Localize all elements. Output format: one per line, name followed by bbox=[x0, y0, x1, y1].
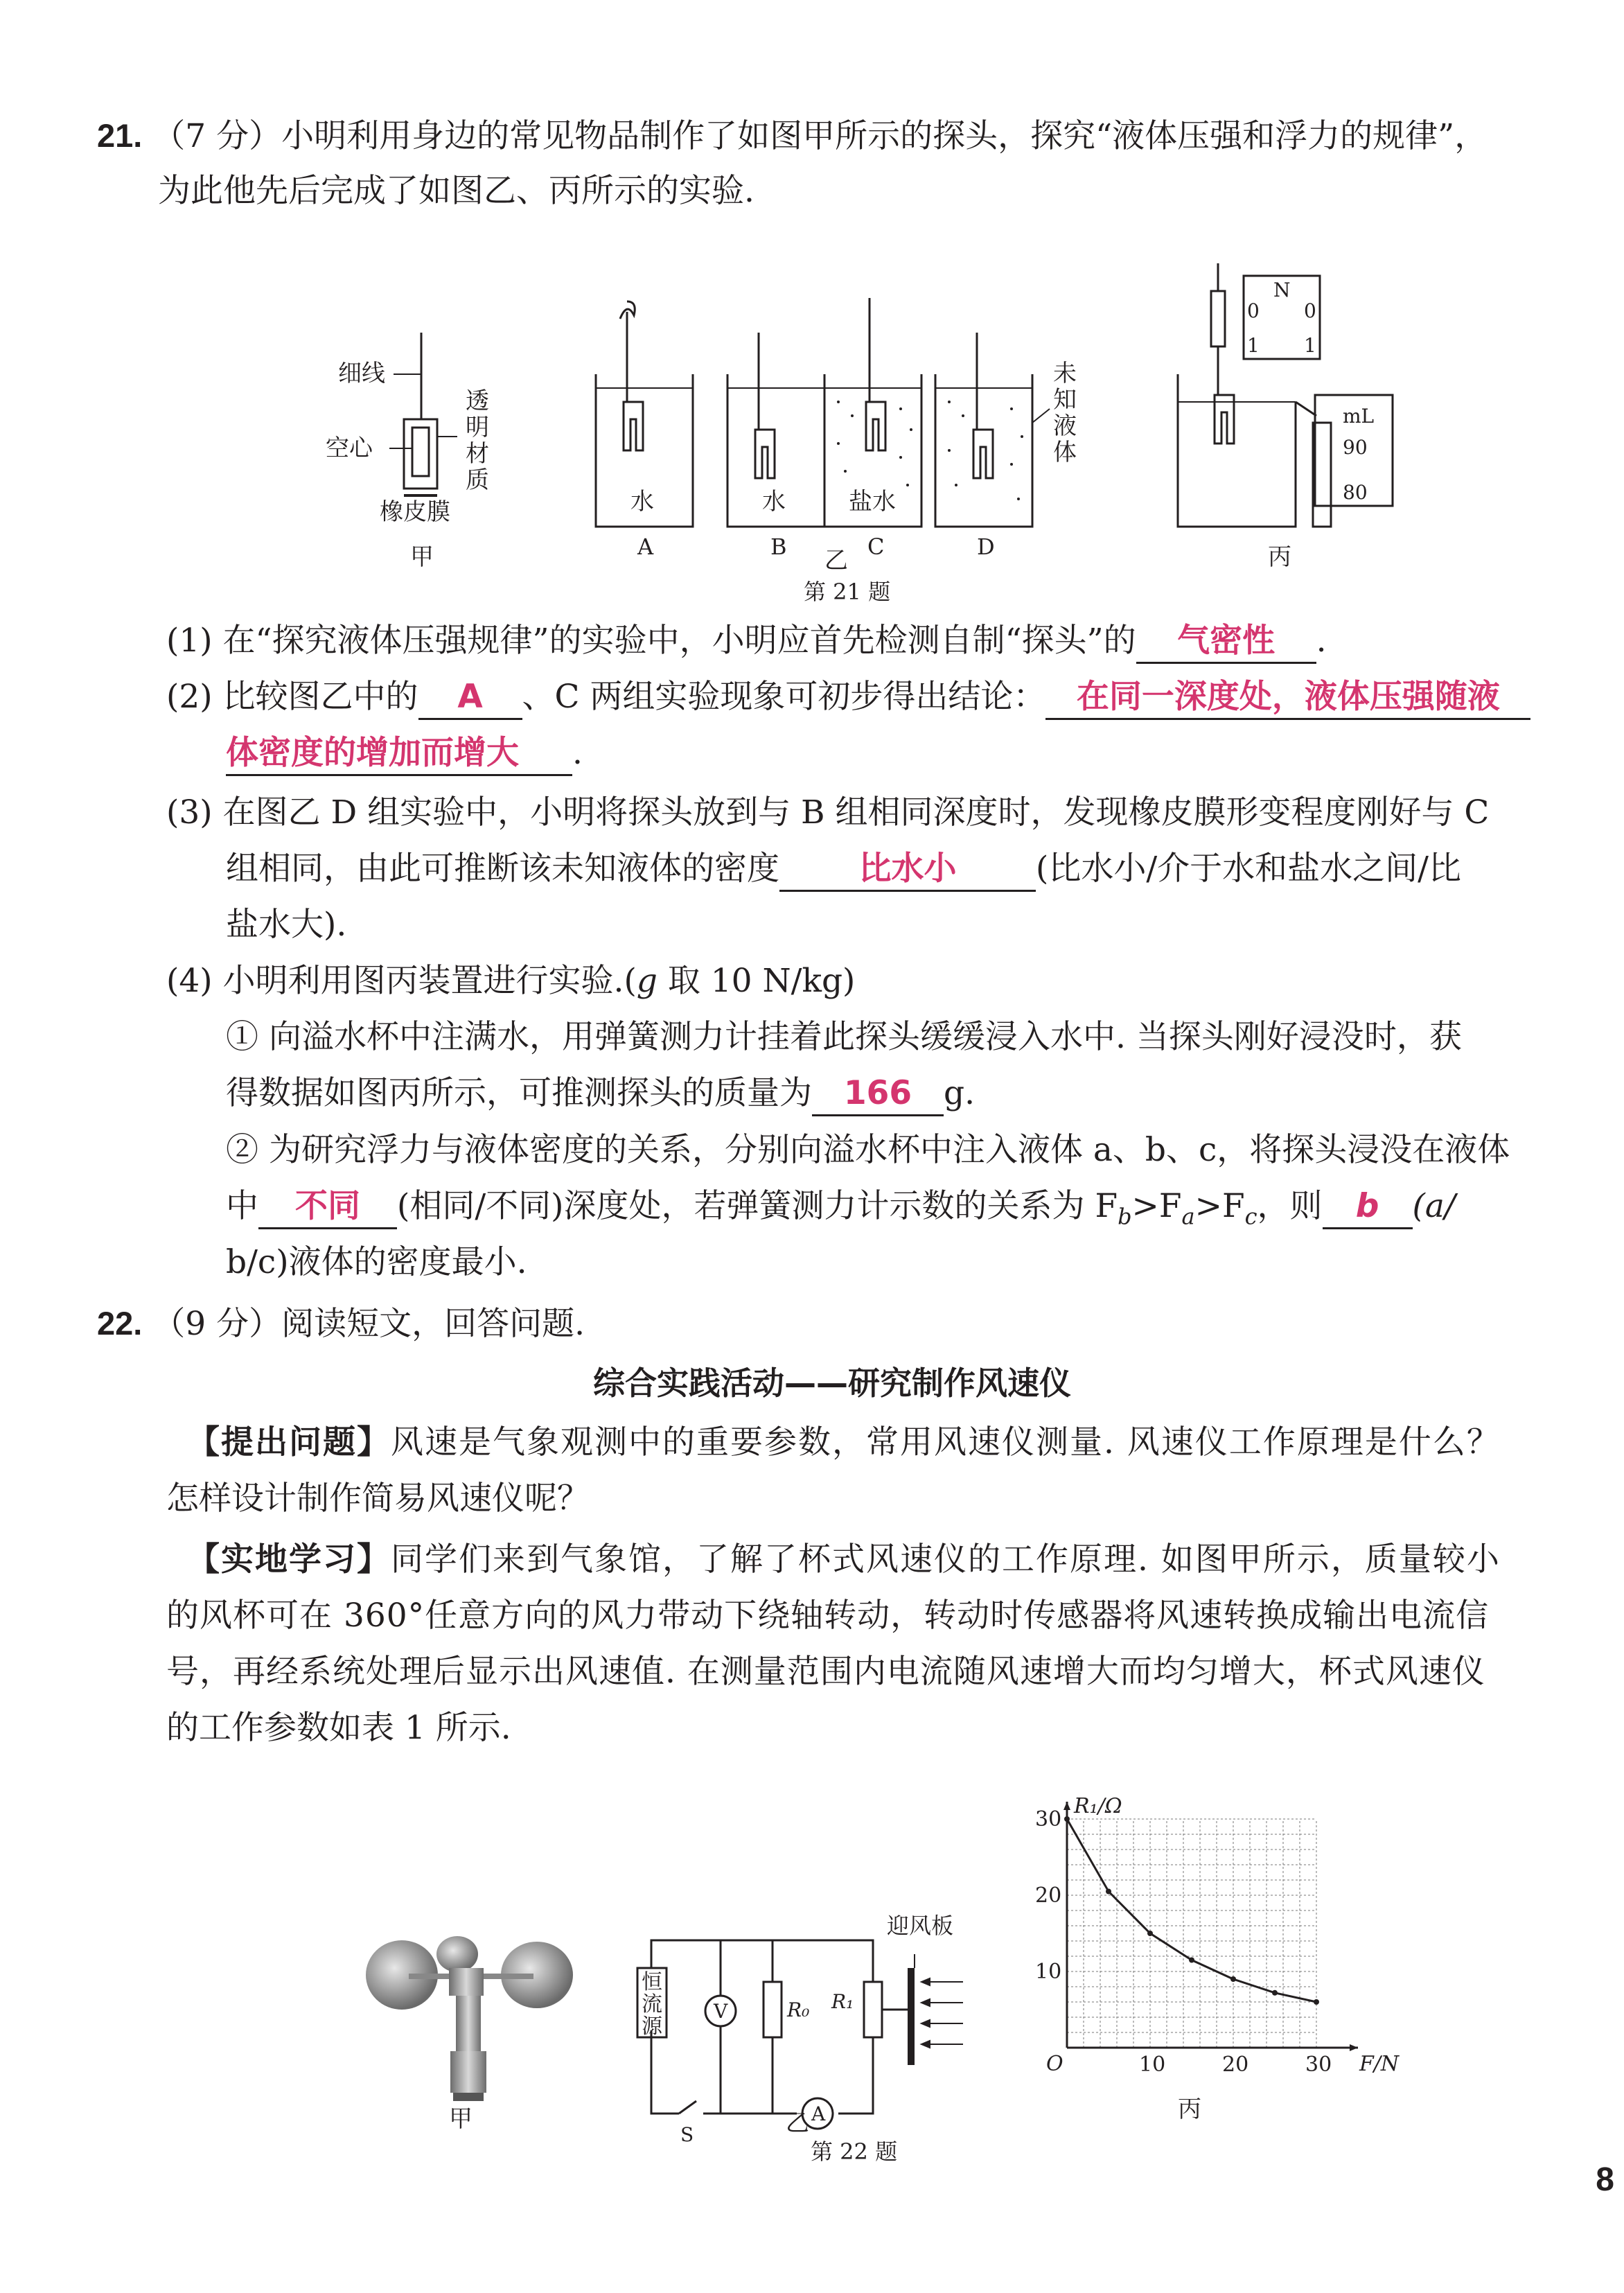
answer-mass: 166 bbox=[812, 1073, 944, 1116]
q21-part3-line3: 盐水大). bbox=[226, 906, 347, 944]
q21-part4-s2-line1: ② 为研究浮力与液体密度的关系，分别向溢水杯中注入液体 a、b、c，将探头浸没在液体 bbox=[226, 1131, 1510, 1169]
q22-para2-line2: 的风杯可在 360°任意方向的风力带动下绕轴转动，转动时传感器将风速转换成输出电流信 bbox=[166, 1597, 1490, 1635]
figure-21-jia bbox=[389, 333, 457, 495]
switch-label: S bbox=[680, 2123, 694, 2146]
figure-21 bbox=[291, 236, 1375, 605]
svg-text:恒: 恒 bbox=[642, 1970, 662, 1994]
chart-xlabel: F/N bbox=[1359, 2052, 1400, 2076]
answer-airtightness: 气密性 bbox=[1136, 620, 1316, 664]
q21-part2 bbox=[166, 676, 1530, 720]
cylinder-mark-90: 90 bbox=[1343, 436, 1368, 459]
chart-point bbox=[1272, 1990, 1278, 1996]
svg-text:材: 材 bbox=[466, 440, 489, 468]
q22-para2-a: 同学们来到气象馆，了解了杯式风速仪的工作原理. 如图甲所示，质量较小 bbox=[391, 1540, 1501, 1579]
q22-caption: 第 22 题 bbox=[811, 2138, 898, 2165]
q21-part4-text: (4) 小明利用图丙装置进行实验.( bbox=[166, 962, 637, 1000]
y-tick-label: 20 bbox=[1035, 1883, 1062, 1908]
label-membrane: 橡皮膜 bbox=[380, 498, 450, 526]
svg-text:源: 源 bbox=[642, 2014, 662, 2039]
q21-part3-post: (比水小/介于水和盐水之间/比 bbox=[1036, 850, 1462, 888]
cup-a-liquid: 水 bbox=[630, 488, 654, 516]
spring-left-bottom: 1 bbox=[1247, 334, 1260, 357]
chart-origin: O bbox=[1046, 2052, 1063, 2076]
q21-part4-s2-line3: b/c)液体的密度最小. bbox=[226, 1243, 527, 1281]
q22-para1-line1 bbox=[187, 1422, 1501, 1464]
gt1: >F bbox=[1131, 1187, 1182, 1225]
r0-label: R₀ bbox=[787, 1998, 810, 2021]
cup-c-liquid: 盐水 bbox=[849, 488, 896, 516]
q22-label-yi: 乙 bbox=[786, 2109, 809, 2137]
y-tick-label: 30 bbox=[1035, 1807, 1062, 1831]
source-label bbox=[642, 1970, 663, 2039]
q21-part4-s2-line2 bbox=[226, 1186, 1456, 1237]
svg-text:知: 知 bbox=[1053, 386, 1077, 414]
chart-point bbox=[1064, 1816, 1070, 1822]
q21-part1-text: (1) 在“探究液体压强规律”的实验中，小明应首先检测自制“探头”的 bbox=[166, 622, 1136, 660]
q21-part1-post: . bbox=[1316, 622, 1327, 660]
chart-point bbox=[1314, 1999, 1319, 2005]
q21-part4-s1-post: g. bbox=[944, 1074, 976, 1112]
sub-a: a bbox=[1181, 1203, 1195, 1230]
voltmeter-label: V bbox=[714, 2000, 728, 2023]
cylinder-mark-80: 80 bbox=[1343, 481, 1368, 504]
q21-part4-line1 bbox=[166, 960, 855, 1002]
q21-part4-s1-line1: ① 向溢水杯中注满水，用弹簧测力计挂着此探头缓缓浸入水中. 当探头刚好浸没时，获 bbox=[226, 1018, 1462, 1056]
spring-right-bottom: 1 bbox=[1304, 334, 1316, 357]
plate-label: 迎风板 bbox=[887, 1913, 954, 1939]
q22-para2-line3: 号，再经系统处理后显示出风速值. 在测量范围内电流随风速增大而均匀增大，杯式风速仪 bbox=[166, 1653, 1485, 1691]
q21-part4-s2-then: ，则 bbox=[1257, 1187, 1323, 1225]
label-yi: 乙 bbox=[824, 547, 848, 574]
q22-para2-line1 bbox=[187, 1539, 1501, 1581]
q22-label-bing: 丙 bbox=[1178, 2096, 1201, 2123]
answer-lighter-than-water: 比水小 bbox=[779, 848, 1036, 892]
svg-text:流: 流 bbox=[642, 1992, 662, 2017]
chart-ylabel: R₁/Ω bbox=[1074, 1794, 1122, 1818]
anemometer-photo bbox=[360, 1926, 582, 2127]
svg-text:明: 明 bbox=[466, 414, 489, 441]
symbol-g: g bbox=[636, 962, 657, 1000]
q21-part4-s2-mid: (相同/不同)深度处，若弹簧测力计示数的关系为 F bbox=[397, 1187, 1118, 1225]
spring-left-top: 0 bbox=[1247, 299, 1260, 322]
q21-part2-mid: 、C 两组实验现象可初步得出结论： bbox=[522, 678, 1046, 716]
svg-text:液: 液 bbox=[1053, 412, 1077, 440]
q21-part4-s1-line2 bbox=[226, 1073, 975, 1116]
answer-different: 不同 bbox=[258, 1186, 397, 1229]
answer-b: b bbox=[1323, 1186, 1413, 1229]
q22-para2-head: 【实地学习】 bbox=[187, 1540, 391, 1579]
q21-part4-s2-post: (a/ bbox=[1412, 1187, 1456, 1225]
gt2: >F bbox=[1194, 1187, 1245, 1225]
chart-point bbox=[1189, 1958, 1194, 1963]
y-tick-label: 10 bbox=[1035, 1960, 1062, 1984]
q21-part3-text: 组相同，由此可推断该未知液体的密度 bbox=[226, 850, 779, 888]
spring-right-top: 0 bbox=[1304, 299, 1316, 322]
answer-a: A bbox=[418, 676, 522, 720]
liquid-dots bbox=[837, 401, 1023, 500]
cup-a-label: A bbox=[637, 534, 654, 560]
q22-para2-line4: 的工作参数如表 1 所示. bbox=[166, 1709, 511, 1747]
label-jia: 甲 bbox=[410, 543, 434, 571]
label-thread: 细线 bbox=[338, 360, 385, 387]
cup-c-label: C bbox=[867, 534, 885, 560]
circuit-diagram bbox=[617, 1892, 1005, 2155]
question-number-22: 22. bbox=[97, 1305, 143, 1342]
figure-21-yi-cups bbox=[596, 298, 1050, 527]
spring-unit: N bbox=[1273, 279, 1291, 301]
x-tick-label: 10 bbox=[1139, 2053, 1166, 2077]
page-number: 8 bbox=[1596, 2161, 1614, 2198]
svg-text:体: 体 bbox=[1053, 439, 1077, 466]
x-tick-label: 30 bbox=[1305, 2053, 1332, 2077]
q21-part2-text: (2) 比较图乙中的 bbox=[166, 678, 418, 716]
q21-part3-line2 bbox=[226, 848, 1461, 892]
q21-part1 bbox=[166, 620, 1327, 664]
q21-part4-s2-text: 中 bbox=[226, 1187, 258, 1225]
q22-score: （9 分） bbox=[152, 1305, 282, 1343]
q22-intro: 阅读短文，回答问题. bbox=[281, 1305, 585, 1343]
q22-para1-a: 风速是气象观测中的重要参数，常用风速仪测量. 风速仪工作原理是什么？ bbox=[391, 1423, 1501, 1461]
answer-conclusion-line2: 体密度的增加而增大 bbox=[226, 732, 572, 776]
svg-text:透: 透 bbox=[466, 387, 489, 415]
cylinder-unit: mL bbox=[1343, 405, 1375, 428]
label-bing: 丙 bbox=[1268, 543, 1291, 571]
q21-score: （7 分） bbox=[152, 117, 282, 155]
label-transparent bbox=[466, 387, 489, 494]
q21-part3-line1: (3) 在图乙 D 组实验中，小明将探头放到与 B 组相同深度时，发现橡皮膜形变程度刚好与 C bbox=[166, 793, 1490, 832]
svg-text:未: 未 bbox=[1053, 360, 1077, 387]
q22-title: 综合实践活动——研究制作风速仪 bbox=[593, 1364, 1071, 1402]
cup-d-label: D bbox=[977, 534, 995, 560]
q21-part4-text-b: 取 10 N/kg) bbox=[657, 962, 856, 1000]
q21-part4-s1-text: 得数据如图丙所示，可推测探头的质量为 bbox=[226, 1074, 812, 1112]
q21-intro-line1: 小明利用身边的常见物品制作了如图甲所示的探头，探究“液体压强和浮力的规律”， bbox=[281, 117, 1488, 155]
sub-b: b bbox=[1118, 1203, 1132, 1230]
cup-b-label: B bbox=[770, 534, 787, 560]
q22-para1-line2: 怎样设计制作简易风速仪呢？ bbox=[166, 1479, 590, 1518]
chart-point bbox=[1147, 1931, 1153, 1936]
label-hollow: 空心 bbox=[326, 434, 373, 462]
figure-21-caption: 第 21 题 bbox=[804, 579, 891, 605]
sub-c: c bbox=[1244, 1203, 1257, 1230]
q21-part2-post: . bbox=[572, 734, 583, 772]
q22-para1-head: 【提出问题】 bbox=[187, 1423, 391, 1461]
answer-conclusion-line1: 在同一深度处，液体压强随液 bbox=[1045, 676, 1530, 720]
svg-text:质: 质 bbox=[466, 466, 489, 494]
q21-intro-line2: 为此他先后完成了如图乙、丙所示的实验. bbox=[158, 172, 754, 210]
label-unknown-liquid bbox=[1053, 360, 1077, 466]
cup-b-liquid: 水 bbox=[762, 488, 786, 516]
r1-label: R₁ bbox=[831, 1990, 854, 2013]
chart-point bbox=[1230, 1976, 1236, 1982]
question-number-21: 21. bbox=[97, 117, 143, 154]
x-tick-label: 20 bbox=[1222, 2053, 1249, 2077]
q22-label-jia: 甲 bbox=[449, 2105, 473, 2133]
chart-point bbox=[1106, 1889, 1111, 1895]
ammeter-label: A bbox=[811, 2102, 826, 2125]
r1-f-chart bbox=[1032, 1788, 1400, 2107]
